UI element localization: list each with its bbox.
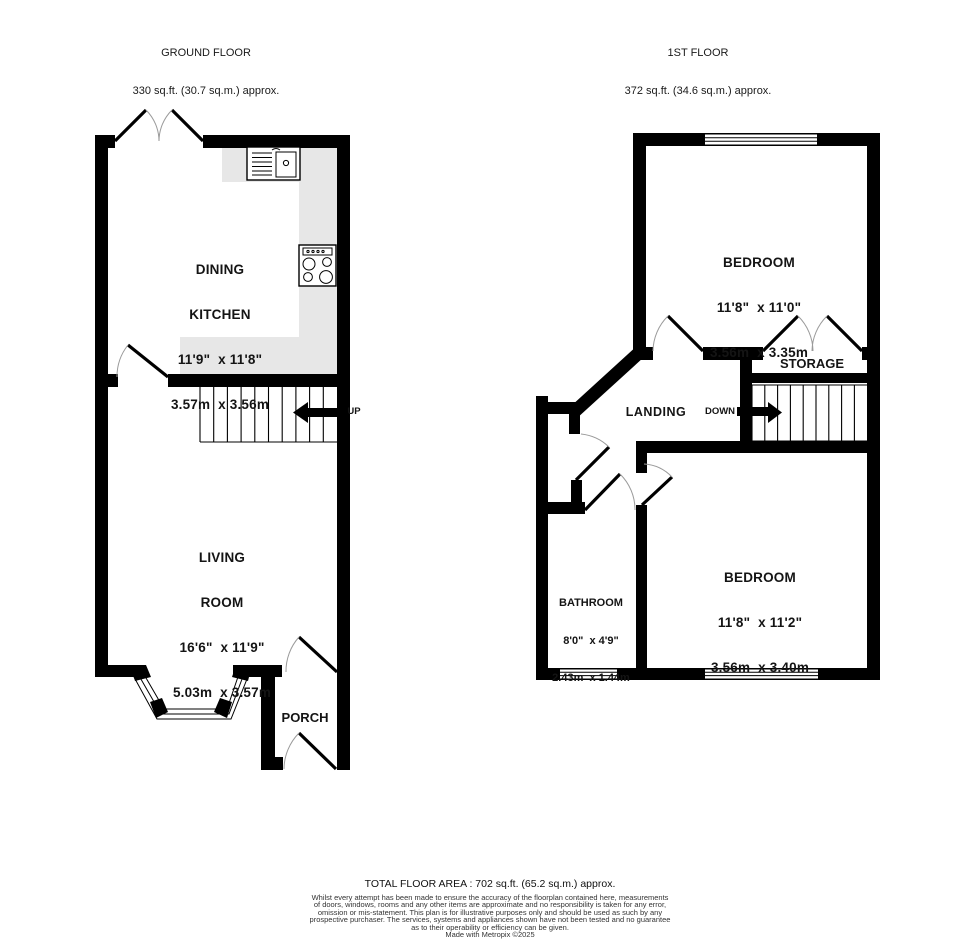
room-dims-metric: 5.03m x 3.57m <box>172 685 272 700</box>
bedroom-front-window <box>705 134 817 145</box>
first-floor-area: 372 sq.ft. (34.6 sq.m.) approx. <box>624 84 772 97</box>
credit-line: Made with Metropix ©2025 <box>445 930 535 940</box>
room-label-dining-kitchen <box>171 232 269 442</box>
disclaimer-line: prospective purchaser. The services, systems and appliances shown have not been tested and no guarantee <box>309 915 671 925</box>
porch-inner-door <box>286 637 337 672</box>
first-floor-title: 1ST FLOOR <box>667 47 729 59</box>
ground-floor-area: 330 sq.ft. (30.7 sq.m.) approx. <box>132 84 280 97</box>
room-dims-imperial: 11'8" x 11'0" <box>716 300 802 315</box>
room-name: LIVING <box>198 550 246 565</box>
room-name: BEDROOM <box>723 255 795 270</box>
kitchen-door <box>117 345 168 377</box>
stairs-down-label: DOWN <box>704 406 736 417</box>
room-dims-metric: 2.43m x 1.44m <box>552 672 630 684</box>
room-dims-metric: 3.56m x 3.35m <box>709 345 809 360</box>
room-label-bathroom <box>552 572 630 710</box>
room-label-storage: STORAGE <box>779 356 845 371</box>
bedroom-front-door <box>653 316 703 351</box>
ground-floor-title: GROUND FLOOR <box>161 47 251 59</box>
room-name: KITCHEN <box>189 307 251 322</box>
bathroom-door <box>585 474 635 510</box>
room-name: ROOM <box>200 595 244 610</box>
room-label-bedroom-back <box>711 540 809 705</box>
hob-icon <box>299 245 336 286</box>
up-arrow-icon <box>293 402 342 423</box>
ground-floor-header <box>133 22 280 122</box>
room-name: DINING <box>195 262 245 277</box>
room-dims-metric: 3.56m x 3.40m <box>710 660 810 675</box>
front-door <box>284 733 336 769</box>
sink-icon <box>247 147 300 180</box>
room-label-landing: LANDING <box>625 405 687 419</box>
disclaimer-line: omission or mis-statement. This plan is for illustrative purposes only and should be used as such by any <box>317 907 663 917</box>
footer <box>0 878 980 938</box>
room-dims-imperial: 11'8" x 11'2" <box>717 615 803 630</box>
disclaimer <box>0 894 980 938</box>
room-dims-metric: 3.57m x 3.56m <box>170 397 270 412</box>
room-name: BATHROOM <box>559 597 623 609</box>
disclaimer-line: of doors, windows, rooms and any other items are approximate and no responsibility is taken for any error, <box>313 900 667 910</box>
room-dims-imperial: 11'9" x 11'8" <box>177 352 263 367</box>
disclaimer-line: Whilst every attempt has been made to ensure the accuracy of the floorplan contained here, measurements <box>311 893 669 902</box>
room-dims-imperial: 8'0" x 4'9" <box>563 634 619 647</box>
stairs-first-floor <box>737 385 867 441</box>
first-floor-header <box>625 22 772 122</box>
room-label-living-room <box>173 520 271 730</box>
room-dims-imperial: 16'6" x 11'9" <box>179 640 265 655</box>
disclaimer-line: as to their operability or efficiency can be given. <box>411 922 569 932</box>
stairs-up-label: UP <box>347 406 361 417</box>
landing-lobby-door <box>576 434 609 480</box>
room-label-porch: PORCH <box>281 710 329 725</box>
total-floor-area: TOTAL FLOOR AREA : 702 sq.ft. (65.2 sq.m.) approx. <box>364 878 616 890</box>
room-name: BEDROOM <box>724 570 796 585</box>
